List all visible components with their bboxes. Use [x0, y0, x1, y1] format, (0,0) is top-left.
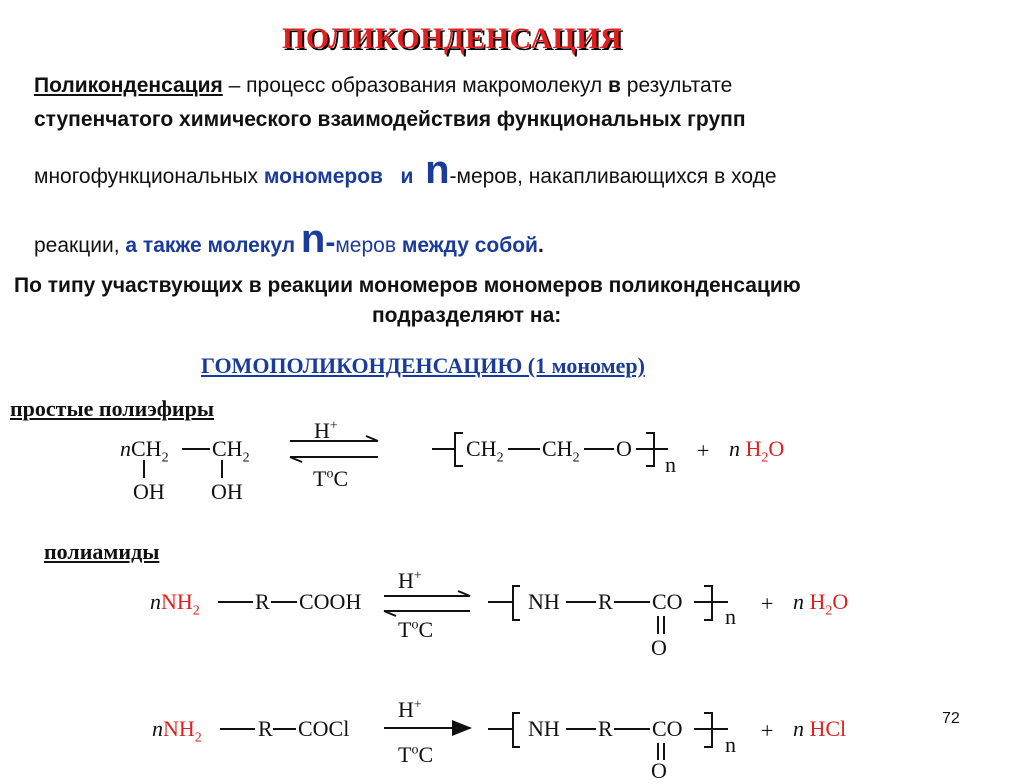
definition-line4-period: .: [537, 234, 544, 257]
polyesters-reverse-head: [290, 457, 302, 462]
acid-chloride-product-co: CO: [652, 716, 683, 741]
polyesters-catalyst-h: H: [314, 418, 330, 443]
polyamides-bp-sub: 2: [825, 603, 833, 619]
polyamides-catalyst: [398, 568, 422, 594]
polyesters-plus: +: [697, 438, 710, 463]
polyamides-product-o: O: [651, 635, 667, 660]
acid-chloride-nh2: NH: [163, 716, 195, 741]
page-title: ПОЛИКОНДЕНСАЦИЯ: [282, 22, 623, 55]
polyesters-temp-t: T: [313, 466, 327, 491]
polyamides-reverse-head: [384, 611, 396, 616]
polyesters-ch2-b-group: [212, 436, 250, 466]
definition-term: Поликонденсация: [34, 74, 223, 97]
definition-line4-d: между собой: [395, 234, 538, 257]
page-number: 72: [942, 710, 960, 727]
polyesters-bp-sub: 2: [761, 450, 769, 466]
polyesters-coefficient: n: [120, 436, 131, 461]
definition-text-b: в: [608, 74, 621, 97]
acid-chloride-product-r: R: [598, 716, 613, 741]
polyamides-label: полиамиды: [44, 539, 160, 564]
definition-line3-d: -меров, накапливающихся в ходе: [449, 165, 777, 188]
definition-line4-b: а также молекул: [125, 234, 296, 257]
polyesters-bp-o: O: [768, 436, 785, 461]
polyamides-product-n: n: [725, 604, 736, 629]
polyamides-nh2: NH: [161, 589, 193, 614]
definition-line-2: ступенчатого химического взаимодействия функциональных групп: [34, 108, 746, 131]
definition-monomers: мономеров: [263, 165, 383, 188]
polyesters-bracket-right: [646, 433, 654, 466]
polyesters-catalyst-sup: +: [329, 418, 338, 434]
polyamides-coefficient: n: [150, 589, 161, 614]
polyamides-product-co: CO: [652, 589, 683, 614]
polyesters-bp-n: n: [729, 436, 740, 461]
polyamides-nh2-sub: 2: [192, 603, 200, 619]
polyesters-p-ch2-b: CH: [542, 436, 573, 461]
acid-chloride-temp-sup: o: [411, 742, 419, 758]
acid-chloride-product-n: n: [725, 732, 736, 757]
classification-line-1: По типу участвующих в реакции мономеров мономеров поликонденсацию: [14, 274, 801, 297]
polyesters-reactant: [120, 436, 169, 466]
acid-chloride-cocl: COCl: [298, 716, 350, 741]
acid-chloride-catalyst-h: H: [398, 697, 414, 722]
polyamides-bracket-right: [704, 586, 712, 620]
polyesters-product-o: O: [616, 436, 632, 461]
homopolycondensation-heading: ГОМОПОЛИКОНДЕНСАЦИЮ (1 мономер): [201, 353, 645, 378]
acid-chloride-temp-t: T: [398, 742, 412, 767]
acid-chloride-reactant: [152, 716, 202, 746]
polyesters-product-n: n: [665, 452, 676, 477]
acid-chloride-bracket-left: [513, 713, 520, 747]
polyesters-p-ch2-a-sub: 2: [496, 450, 504, 466]
polyamides-product-r: R: [598, 589, 613, 614]
polyesters-p-ch2-b-sub: 2: [572, 450, 580, 466]
polyesters-bp-h: H: [745, 436, 762, 461]
polyesters-oh-1: OH: [133, 479, 165, 504]
polyamides-forward-head: [458, 591, 470, 596]
definition-line-4: [34, 217, 544, 261]
polyesters-ch2-b-sub: 2: [242, 450, 250, 466]
polyesters-oh-2: OH: [211, 479, 243, 504]
acid-chloride-catalyst: [398, 697, 422, 723]
acid-chloride-product-nh: NH: [528, 716, 560, 741]
polyesters-ch2-a-sub: 2: [161, 450, 169, 466]
acid-chloride-temperature: [398, 742, 433, 768]
acid-chloride-bp-n: n: [793, 716, 804, 741]
polyamides-temp-c: C: [418, 617, 434, 642]
polyamides-bp-n: n: [793, 589, 804, 614]
acid-chloride-bracket-right: [704, 713, 712, 747]
polyesters-label: простые полиэфиры: [10, 396, 215, 421]
acid-chloride-byproduct: [793, 716, 846, 742]
polyamides-bp-h: H: [809, 589, 826, 614]
polyamides-catalyst-sup: +: [413, 568, 422, 584]
definition-line-1: [34, 74, 732, 98]
polyesters-p-ch2-a: CH: [466, 436, 497, 461]
acid-chloride-nh2-sub: 2: [194, 730, 202, 746]
polyamides-temperature: [398, 617, 433, 643]
polyamides-reactant: [150, 589, 200, 619]
polyesters-temp-sup: o: [326, 466, 334, 482]
definition-line3-a: многофункциональных: [34, 165, 264, 188]
polyesters-byproduct: [729, 436, 784, 466]
polyesters-temperature: [313, 466, 348, 492]
polyesters-product-ch2-b: [542, 436, 580, 466]
acid-chloride-coefficient: n: [152, 716, 163, 741]
polyesters-bracket-left: [455, 433, 463, 466]
acid-chloride-plus: +: [761, 718, 774, 743]
polyesters-catalyst: [314, 418, 338, 444]
definition-line4-a: реакции,: [34, 234, 126, 257]
polyamides-temp-t: T: [398, 617, 412, 642]
polyamides-catalyst-h: H: [398, 568, 414, 593]
polyesters-forward-head: [366, 436, 378, 441]
definition-text-a: процесс образования макромолекул: [246, 74, 609, 97]
acid-chloride-product-o: O: [651, 758, 667, 783]
polyesters-temp-c: C: [333, 466, 349, 491]
acid-chloride-temp-c: C: [418, 742, 434, 767]
definition-dash: –: [222, 74, 247, 97]
definition-n-letter-2: n: [300, 217, 326, 261]
definition-n-letter: n: [425, 148, 450, 192]
polyesters-ch2-a: CH: [131, 436, 162, 461]
classification-line-2: подразделяют на:: [372, 304, 562, 327]
polyamides-temp-sup: o: [411, 617, 419, 633]
definition-line4-dash: -: [325, 226, 336, 259]
polyamides-bracket-left: [513, 586, 520, 620]
polyamides-r: R: [255, 589, 270, 614]
polyesters-ch2-b: CH: [212, 436, 243, 461]
polyamides-byproduct: [793, 589, 848, 619]
definition-and: и: [400, 165, 414, 188]
polyamides-product-nh: NH: [528, 589, 560, 614]
definition-line-3: [34, 148, 777, 192]
polyamides-plus: +: [761, 591, 774, 616]
polyamides-bp-o: O: [832, 589, 849, 614]
acid-chloride-r: R: [258, 716, 273, 741]
polyesters-product-ch2-a: [466, 436, 504, 466]
polyamides-cooh: COOH: [299, 589, 362, 614]
definition-text-c: результате: [620, 74, 733, 97]
acid-chloride-catalyst-sup: +: [413, 697, 422, 713]
acid-chloride-bp-hcl: HCl: [809, 716, 847, 741]
definition-line4-c: меров: [335, 234, 396, 257]
